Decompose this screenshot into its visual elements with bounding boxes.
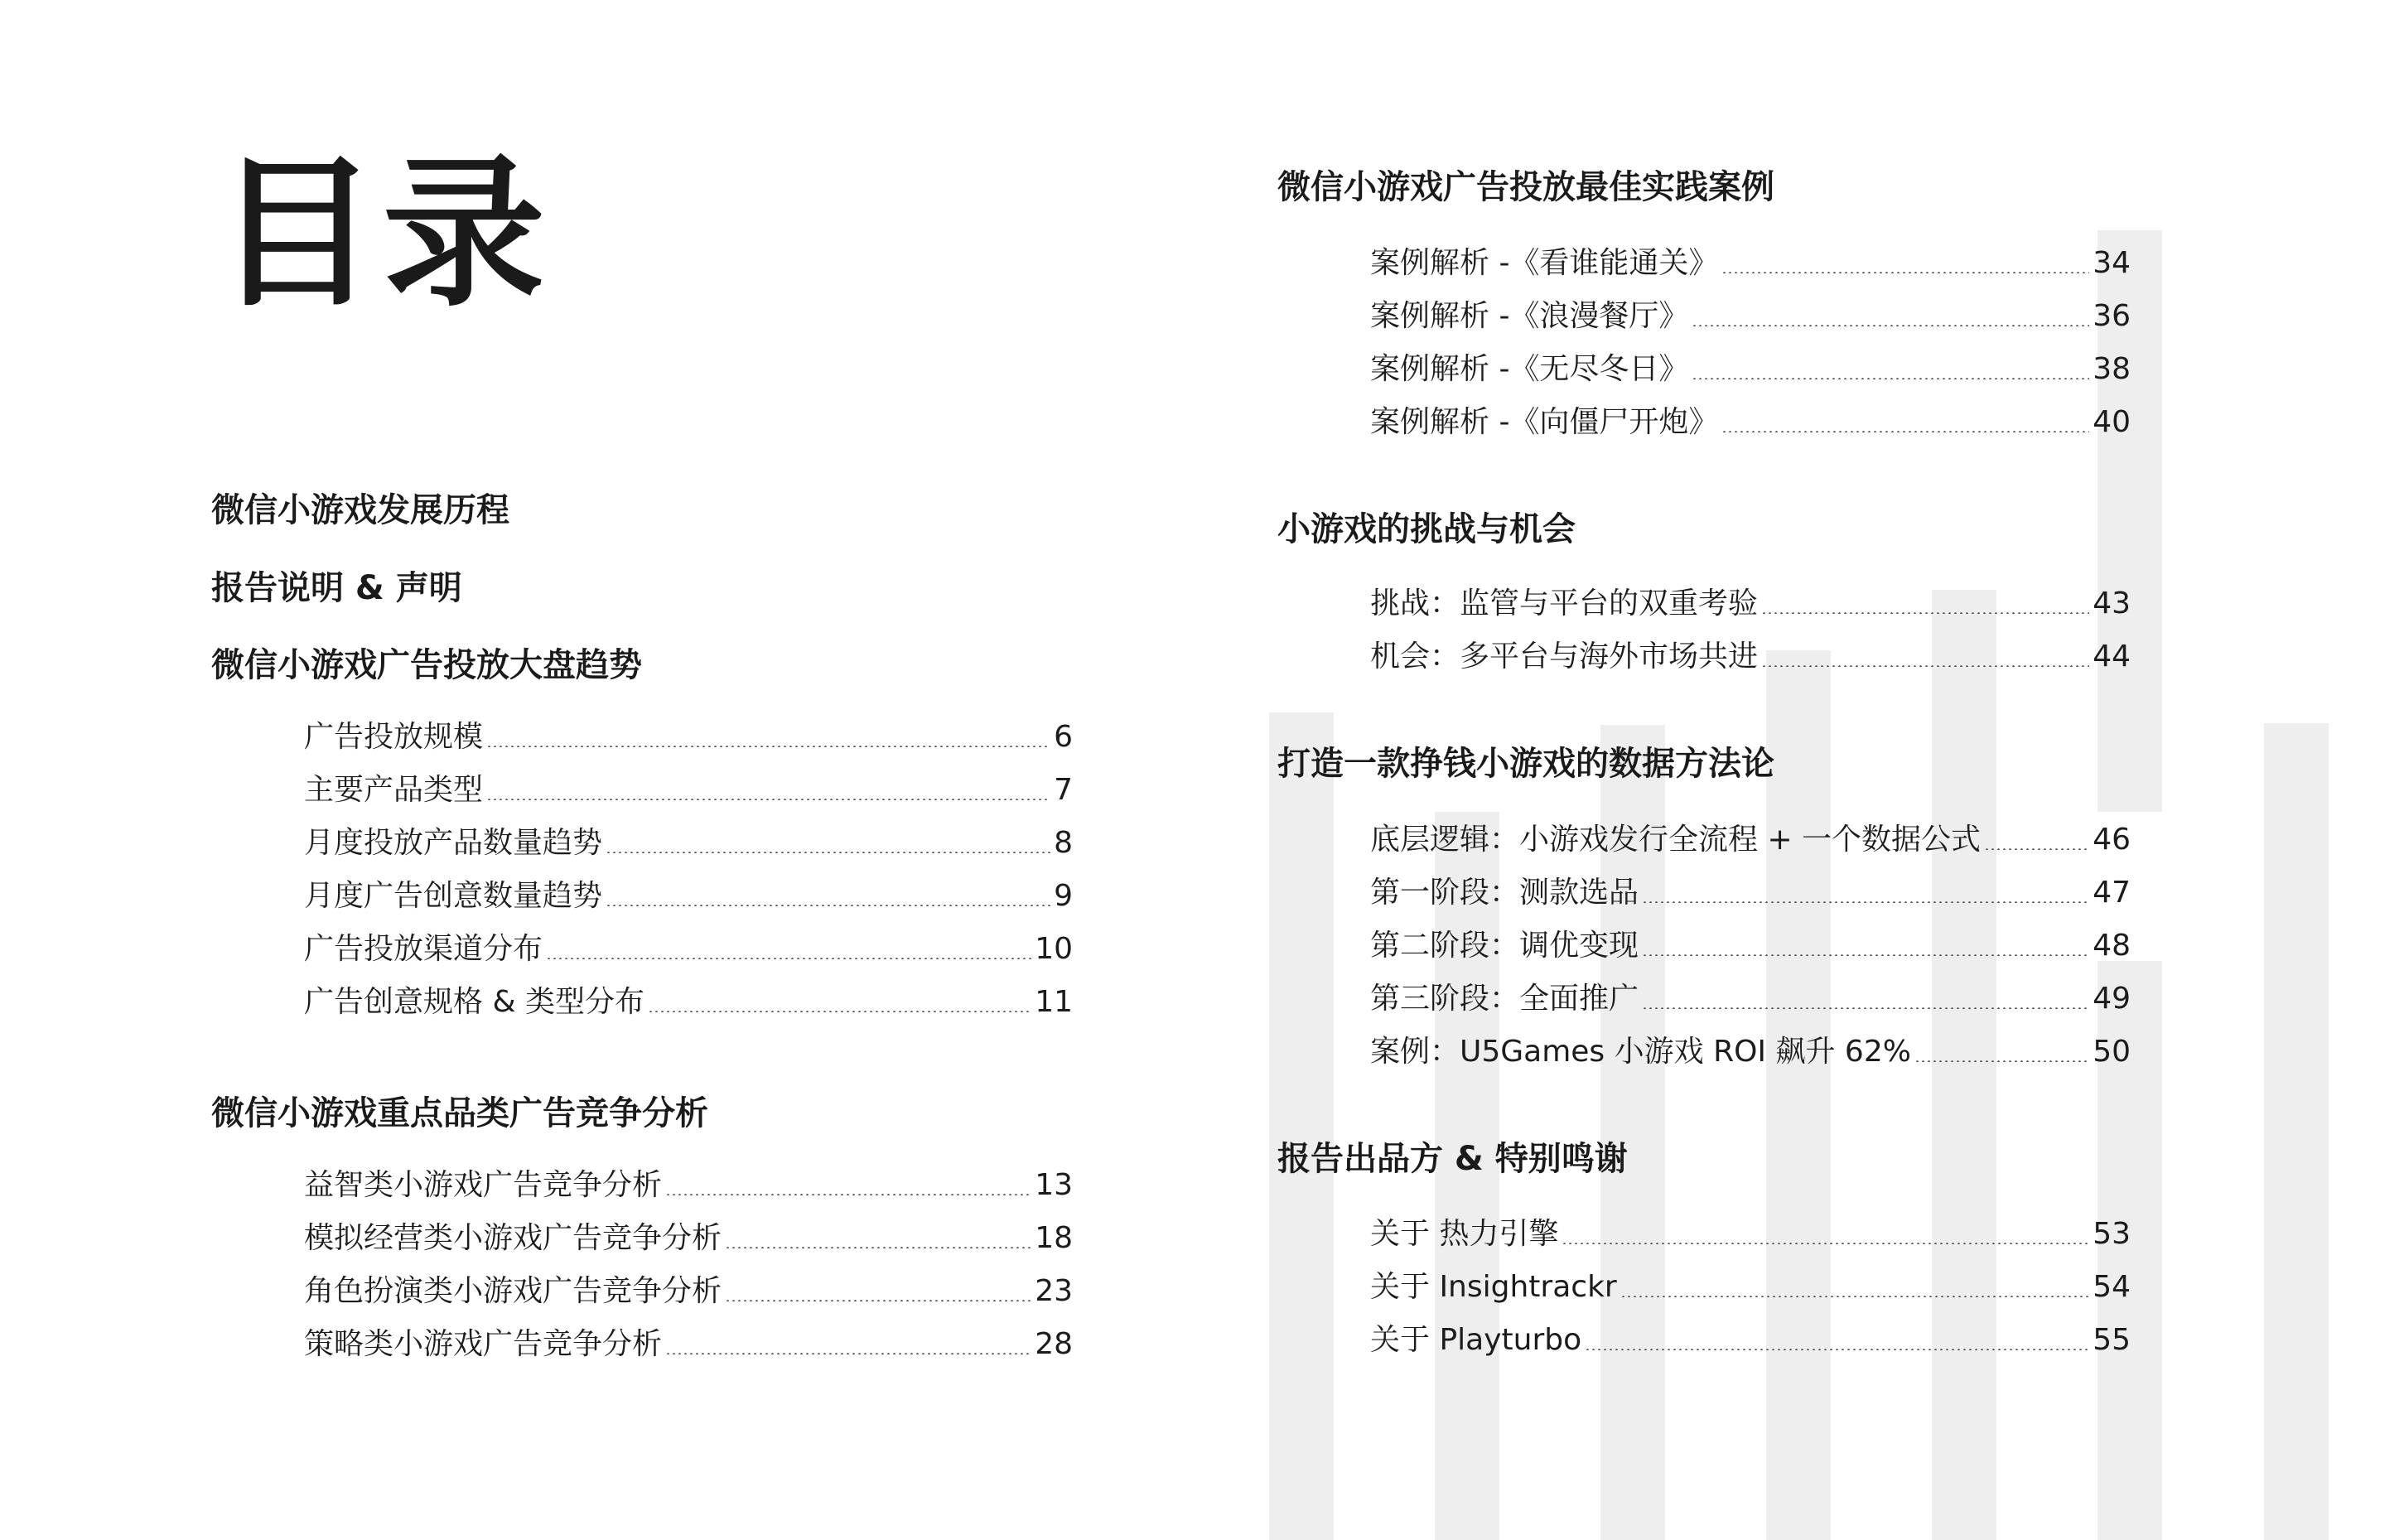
dot-leader — [1642, 1007, 2089, 1009]
toc-entry-page: 46 — [2093, 823, 2131, 857]
toc-entry[interactable] — [304, 881, 1073, 911]
toc-entry[interactable] — [304, 722, 1073, 752]
toc-entry-page: 44 — [2093, 640, 2131, 673]
toc-entry-label: 益智类小游戏广告竞争分析 — [304, 1168, 663, 1202]
toc-entry[interactable] — [304, 775, 1073, 805]
toc-entry[interactable] — [1370, 642, 2131, 672]
toc-entry-label: 案例解析 -《看谁能通关》 — [1370, 246, 1719, 280]
dot-leader — [665, 1353, 1031, 1354]
toc-entry-page: 9 — [1054, 879, 1073, 913]
toc-entry-page: 50 — [2093, 1035, 2131, 1069]
dot-leader — [725, 1247, 1031, 1248]
toc-entry-page: 10 — [1035, 932, 1073, 966]
toc-entry-label: 广告创意规格 & 类型分布 — [304, 985, 644, 1019]
dot-leader — [1692, 378, 2089, 379]
dot-leader — [1692, 325, 2089, 326]
toc-entry-label: 底层逻辑：小游戏发行全流程 + 一个数据公式 — [1370, 823, 1982, 857]
toc-entry-label: 挑战：监管与平台的双重考验 — [1370, 587, 1759, 620]
toc-entry-label: 角色扮演类小游戏广告竞争分析 — [304, 1274, 722, 1308]
toc-entry[interactable] — [1370, 825, 2131, 855]
toc-entry[interactable] — [1370, 1037, 2131, 1067]
dot-leader — [606, 852, 1050, 853]
toc-entry-label: 月度投放产品数量趋势 — [304, 826, 603, 860]
toc-entry-page: 23 — [1035, 1274, 1073, 1308]
dot-leader — [1761, 612, 2089, 614]
toc-entry-page: 36 — [2093, 299, 2131, 333]
toc-entry-label: 主要产品类型 — [304, 773, 484, 807]
toc-entry[interactable] — [1370, 405, 2131, 439]
toc-right-column — [1277, 0, 2139, 1540]
section-heading[interactable]: 报告说明 & 声明 — [211, 569, 462, 607]
toc-entry-page: 47 — [2093, 876, 2131, 910]
toc-entry-label: 机会：多平台与海外市场共进 — [1370, 640, 1759, 673]
toc-entry[interactable] — [304, 934, 1073, 964]
toc-entry-label: 案例：U5Games 小游戏 ROI 飙升 62% — [1370, 1035, 1911, 1069]
toc-entry-label: 模拟经营类小游戏广告竞争分析 — [304, 1221, 722, 1255]
toc-entry-label: 月度广告创意数量趋势 — [304, 879, 603, 913]
toc-entry[interactable] — [304, 828, 1073, 858]
dot-leader — [1761, 665, 2089, 667]
toc-entry[interactable] — [304, 1221, 1073, 1255]
section-heading[interactable]: 打造一款挣钱小游戏的数据方法论 — [1277, 745, 1774, 783]
toc-entry-page: 6 — [1054, 720, 1073, 754]
dot-leader — [1984, 848, 2089, 850]
toc-entry-page: 55 — [2093, 1323, 2131, 1357]
toc-entry-page: 40 — [2093, 405, 2131, 439]
toc-entry-label: 关于 热力引擎 — [1370, 1217, 1559, 1251]
toc-entry-page: 34 — [2093, 246, 2131, 280]
toc-entry-label: 广告投放渠道分布 — [304, 932, 543, 966]
background-bar — [2264, 723, 2329, 1540]
toc-entry[interactable] — [1370, 878, 2131, 908]
toc-entry-label: 案例解析 -《无尽冬日》 — [1370, 352, 1689, 386]
toc-entry[interactable] — [1370, 589, 2131, 619]
toc-entry-label: 案例解析 -《浪漫餐厅》 — [1370, 299, 1689, 333]
section-heading[interactable]: 微信小游戏发展历程 — [211, 491, 509, 529]
toc-entry-label: 第一阶段：测款选品 — [1370, 876, 1639, 910]
section-heading[interactable]: 报告出品方 & 特别鸣谢 — [1277, 1140, 1628, 1178]
dot-leader — [665, 1194, 1031, 1195]
toc-entry-page: 11 — [1035, 985, 1073, 1019]
toc-entry-page: 49 — [2093, 982, 2131, 1016]
dot-leader — [546, 958, 1031, 959]
toc-entry-page: 53 — [2093, 1217, 2131, 1251]
dot-leader — [725, 1300, 1031, 1301]
toc-entry[interactable] — [304, 1274, 1073, 1308]
toc-entry[interactable] — [1370, 984, 2131, 1014]
dot-leader — [648, 1011, 1031, 1012]
toc-entry[interactable] — [304, 1168, 1073, 1202]
toc-entry-page: 38 — [2093, 352, 2131, 386]
toc-entry-page: 48 — [2093, 929, 2131, 963]
section-heading[interactable]: 微信小游戏广告投放最佳实践案例 — [1277, 168, 1774, 206]
toc-entry-label: 第三阶段：全面推广 — [1370, 982, 1639, 1016]
dot-leader — [486, 746, 1050, 747]
toc-entry[interactable] — [1370, 931, 2131, 961]
toc-entry[interactable] — [1370, 1219, 2131, 1249]
toc-entry-page: 13 — [1035, 1168, 1073, 1202]
toc-entry-label: 关于 Insightrackr — [1370, 1270, 1617, 1304]
toc-entry-label: 关于 Playturbo — [1370, 1323, 1582, 1357]
toc-entry[interactable] — [1370, 1272, 2131, 1302]
dot-leader — [1914, 1060, 2089, 1062]
toc-entry-page: 7 — [1054, 773, 1073, 807]
section-heading[interactable]: 小游戏的挑战与机会 — [1277, 510, 1576, 548]
toc-entry[interactable] — [1370, 299, 2131, 333]
dot-leader — [486, 799, 1050, 800]
toc-entry[interactable] — [1370, 352, 2131, 386]
toc-entry[interactable] — [304, 1327, 1073, 1361]
toc-entry[interactable] — [1370, 246, 2131, 280]
toc-entry-page: 28 — [1035, 1327, 1073, 1361]
dot-leader — [1642, 901, 2089, 903]
toc-entry[interactable] — [304, 987, 1073, 1017]
toc-entry[interactable] — [1370, 1325, 2131, 1355]
toc-entry-page: 43 — [2093, 587, 2131, 620]
page-title: 目录 — [215, 140, 551, 329]
dot-leader — [1620, 1296, 2089, 1297]
dot-leader — [1585, 1349, 2089, 1350]
toc-entry-label: 广告投放规模 — [304, 720, 484, 754]
toc-entry-label: 策略类小游戏广告竞争分析 — [304, 1327, 663, 1361]
toc-entry-page: 18 — [1035, 1221, 1073, 1255]
toc-entry-page: 8 — [1054, 826, 1073, 860]
toc-entry-page: 54 — [2093, 1270, 2131, 1304]
dot-leader — [1721, 272, 2089, 273]
section-heading[interactable]: 微信小游戏广告投放大盘趋势 — [211, 646, 642, 684]
dot-leader — [606, 905, 1050, 906]
dot-leader — [1642, 954, 2089, 956]
toc-left-column — [211, 0, 1073, 1540]
toc-entry-label: 案例解析 -《向僵尸开炮》 — [1370, 405, 1719, 439]
toc-entry-label: 第二阶段：调优变现 — [1370, 929, 1639, 963]
section-heading[interactable]: 微信小游戏重点品类广告竞争分析 — [211, 1094, 708, 1132]
dot-leader — [1562, 1243, 2089, 1244]
dot-leader — [1721, 431, 2089, 432]
